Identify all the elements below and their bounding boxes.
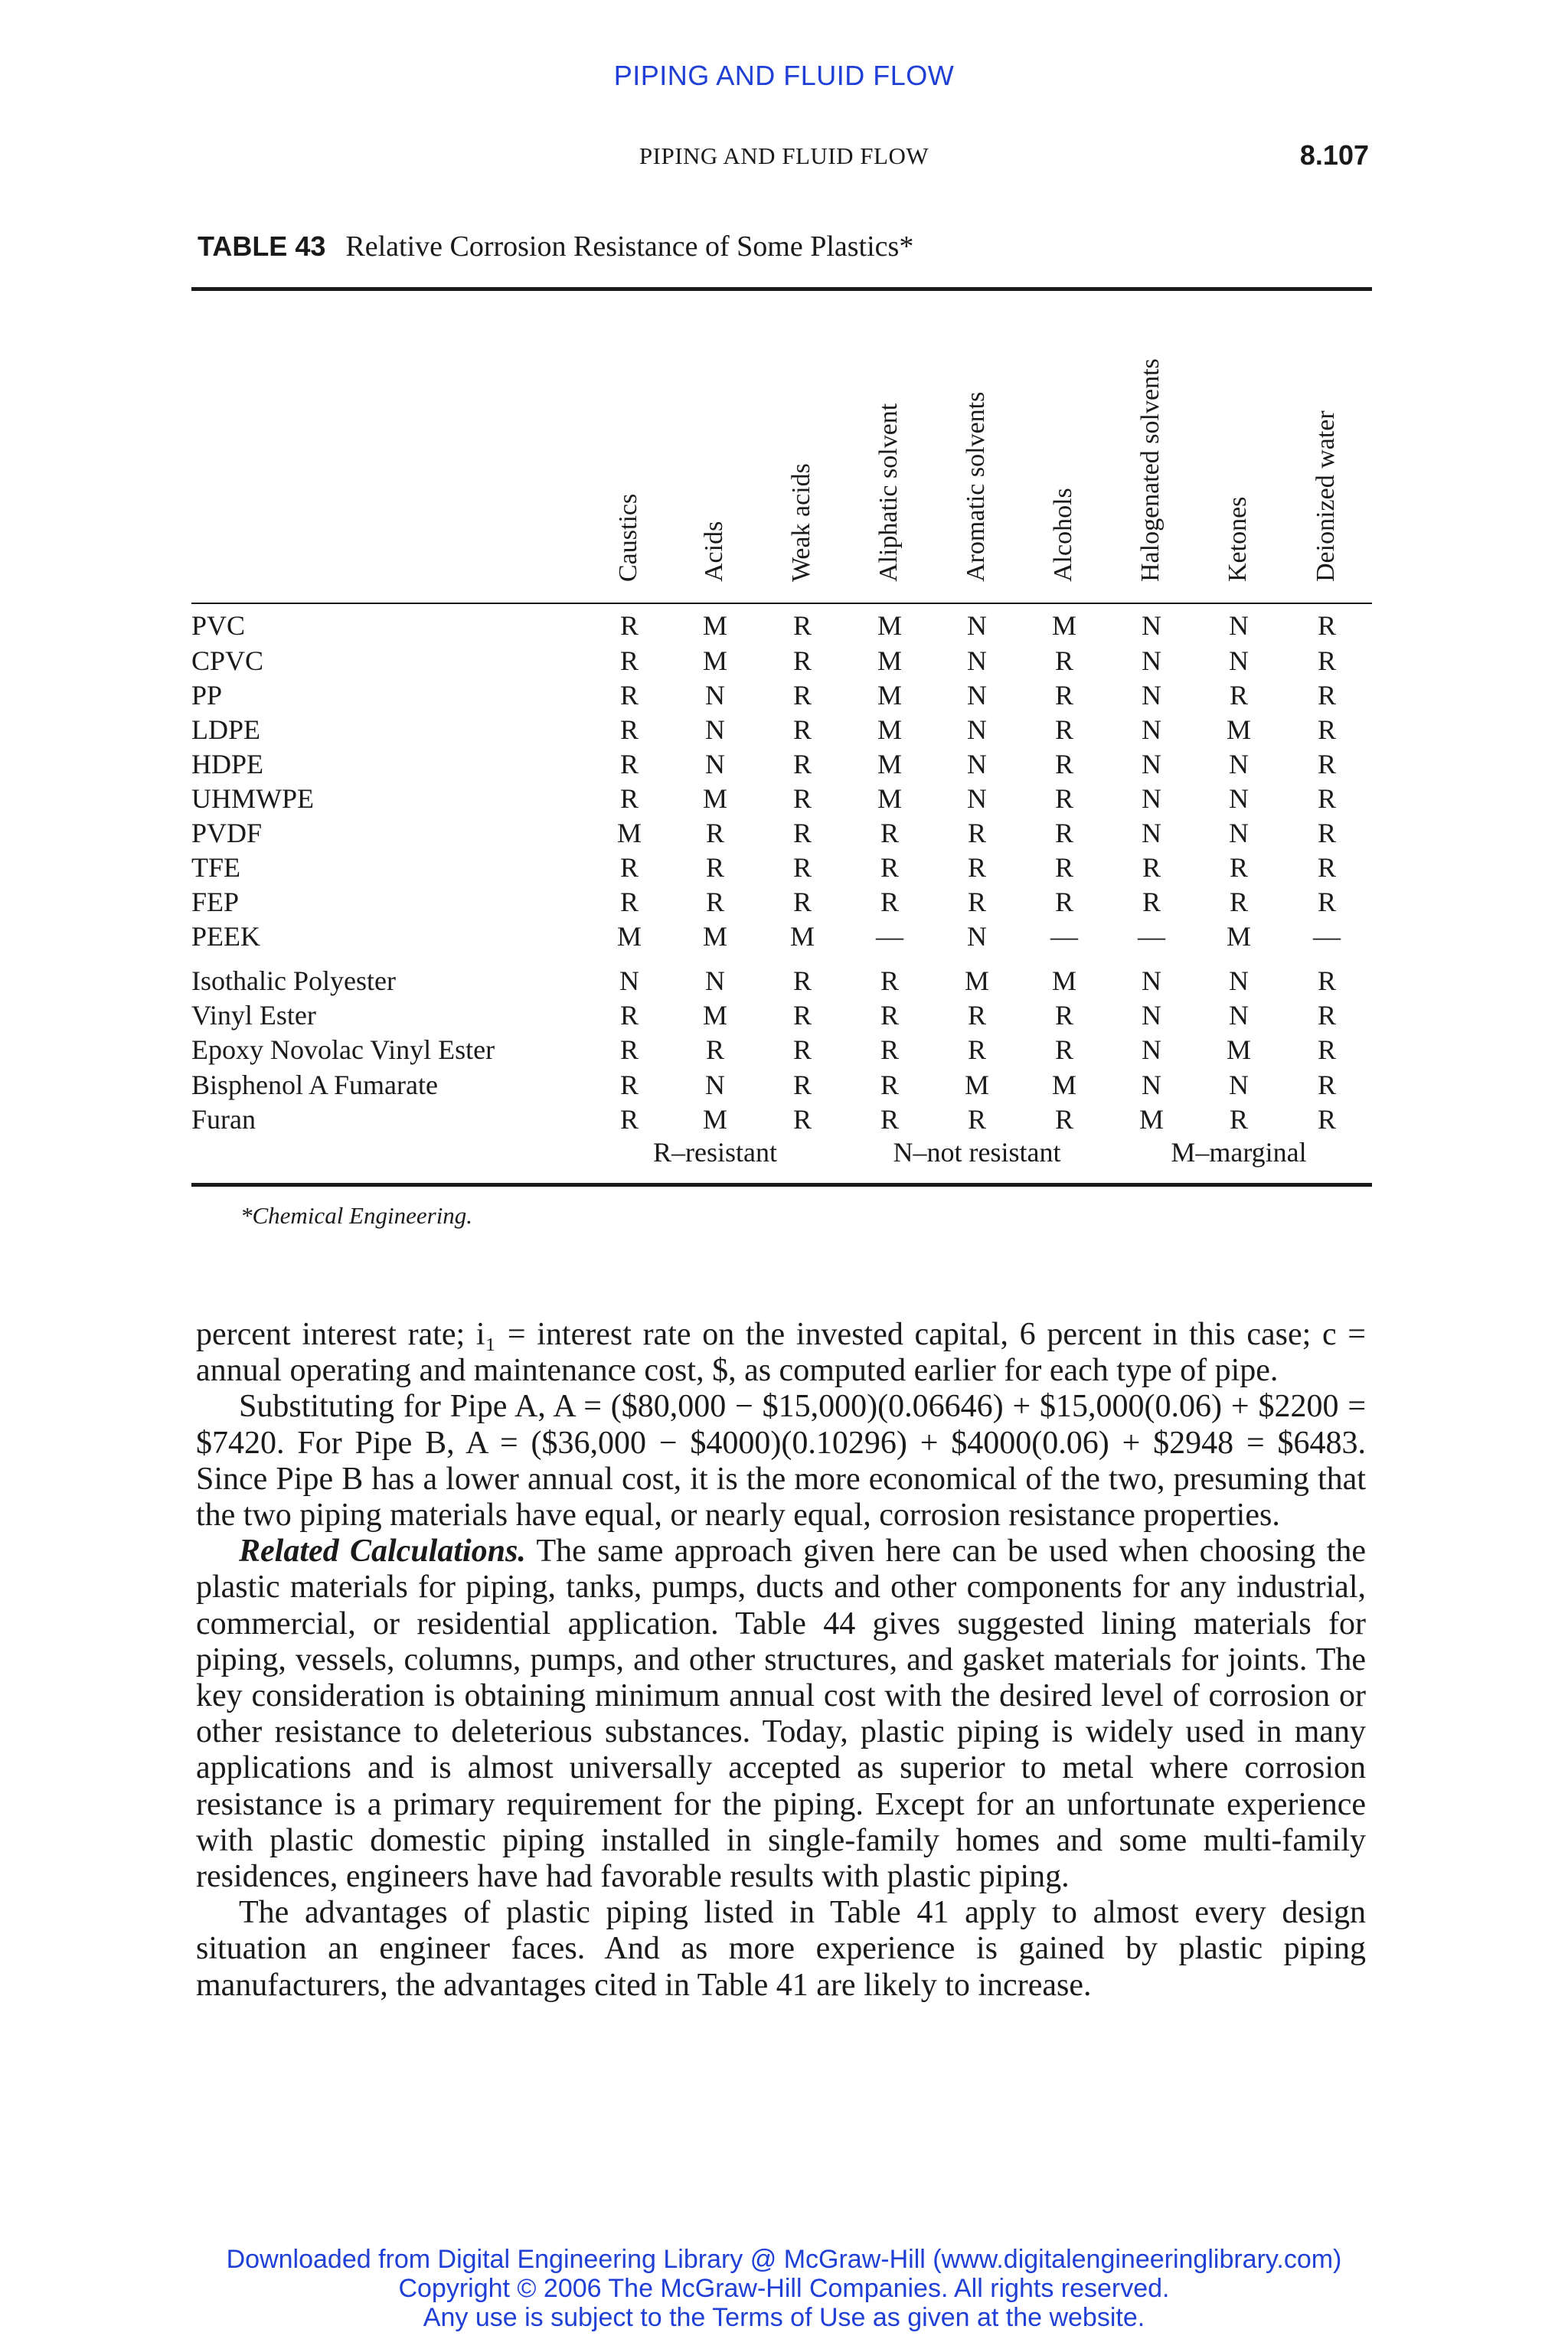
table-cell: R — [880, 1034, 900, 1065]
table-cell: R — [880, 852, 900, 883]
body-text — [196, 1317, 1366, 2004]
row-material: PP — [191, 680, 223, 710]
table-label: TABLE 43 — [198, 230, 326, 262]
table-cell: R — [705, 887, 725, 917]
table-cell: N — [1142, 610, 1161, 641]
row-material: FEP — [191, 887, 240, 917]
table-cell: M — [789, 921, 815, 952]
table-cell: M — [702, 1000, 728, 1031]
row-material: Isothalic Polyester — [191, 965, 396, 996]
table-cell: R — [1054, 1104, 1074, 1135]
table-cell: N — [967, 749, 987, 779]
page-number: 8.107 — [1299, 139, 1369, 171]
table-cell: N — [1229, 965, 1249, 996]
row-material: Furan — [191, 1104, 256, 1135]
table-cell: N — [1142, 783, 1161, 814]
table-cell: R — [1054, 1000, 1074, 1031]
table-cell: R — [1229, 680, 1249, 710]
table-cell: N — [1142, 1070, 1161, 1100]
table-cell: R — [1142, 887, 1161, 917]
table-cell: N — [1142, 1000, 1161, 1031]
table-cell: N — [967, 610, 987, 641]
row-material: Bisphenol A Fumarate — [191, 1070, 438, 1100]
body-paragraph-2: Substituting for Pipe A, A = ($80,000 − $15,000)(0.06646) + $15,000(0.06) + $2200 = $7420. For Pipe B, A = ($36,000 − $4000)(0.10296) + $4000(0.06) + $2948 = $6483. Since Pipe B has a lower annual cost, it is the more economical of the two, presuming that the two piping materials have equal, or nearly equal, corrosion resistance properties. — [196, 1389, 1366, 1534]
table-cell: N — [967, 680, 987, 710]
table-cell: R — [1317, 1034, 1337, 1065]
table-cell: N — [619, 965, 639, 996]
table-cell: M — [1226, 714, 1252, 745]
column-header-label: Halogenated solvents — [1136, 358, 1165, 582]
table-cell: N — [967, 645, 987, 676]
table-cell: — — [1138, 921, 1165, 952]
table-cell: R — [1317, 1104, 1337, 1135]
table-cell: R — [1054, 818, 1074, 848]
table-cell: N — [1142, 714, 1161, 745]
table-cell: N — [705, 749, 725, 779]
table-cell: M — [877, 749, 903, 779]
table-cell: R — [1054, 680, 1074, 710]
table-cell: N — [1229, 645, 1249, 676]
table-footnote: *Chemical Engineering. — [240, 1202, 473, 1229]
table-cell: R — [792, 714, 812, 745]
table-cell: M — [702, 645, 728, 676]
table-cell: R — [619, 1070, 639, 1100]
table-cell: R — [705, 852, 725, 883]
table-cell: M — [702, 921, 728, 952]
table-top-rule — [191, 287, 1372, 291]
table-cell: R — [967, 1000, 987, 1031]
table-cell: M — [1138, 1104, 1165, 1135]
table-cell: R — [1317, 1070, 1337, 1100]
table-cell: M — [877, 610, 903, 641]
table-cell: M — [1226, 921, 1252, 952]
table-cell: M — [877, 645, 903, 676]
table-cell: M — [616, 818, 642, 848]
site-banner[interactable]: PIPING AND FLUID FLOW — [613, 60, 955, 91]
table-cell: R — [1317, 680, 1337, 710]
table-cell: R — [1229, 887, 1249, 917]
table-cell: R — [1317, 818, 1337, 848]
column-header-label: Caustics — [614, 493, 642, 582]
table-cell: R — [1054, 645, 1074, 676]
table-cell: R — [792, 783, 812, 814]
table-cell: R — [967, 1034, 987, 1065]
table-cell: M — [702, 783, 728, 814]
table-cell: R — [1317, 887, 1337, 917]
table-cell: M — [877, 680, 903, 710]
table-cell: R — [967, 852, 987, 883]
table-cell: R — [1054, 887, 1074, 917]
table-cell: M — [1226, 1034, 1252, 1065]
run-in-heading: Related Calculations. — [239, 1534, 526, 1570]
table-cell: R — [967, 887, 987, 917]
row-material: HDPE — [191, 749, 264, 779]
table-cell: — — [1050, 921, 1078, 952]
table-cell: N — [705, 680, 725, 710]
table-cell: N — [1142, 965, 1161, 996]
table-cell: R — [880, 887, 900, 917]
table-cell: M — [702, 610, 728, 641]
table-bottom-rule — [191, 1183, 1372, 1187]
table-cell: R — [792, 1070, 812, 1100]
table-cell: R — [619, 1104, 639, 1135]
column-header-label: Aliphatic solvent — [874, 403, 903, 582]
table-cell: M — [877, 714, 903, 745]
table-cell: N — [967, 783, 987, 814]
legend-not-resistant: N–not resistant — [893, 1137, 1061, 1168]
table-cell: R — [619, 749, 639, 779]
table-cell: R — [792, 1000, 812, 1031]
table-cell: R — [792, 680, 812, 710]
table-cell: R — [1317, 852, 1337, 883]
table-cell: N — [1142, 680, 1161, 710]
table-cell: R — [619, 680, 639, 710]
column-header-label: Alcohols — [1049, 488, 1077, 582]
column-header-label: Weak acids — [787, 463, 815, 582]
table-cell: R — [619, 610, 639, 641]
row-material: UHMWPE — [191, 783, 314, 814]
table-cell: N — [1142, 818, 1161, 848]
table-cell: R — [967, 1104, 987, 1135]
table-cell: R — [1317, 645, 1337, 676]
table-cell: R — [1229, 1104, 1249, 1135]
table-cell: M — [1051, 1070, 1077, 1100]
table-cell: N — [1229, 1070, 1249, 1100]
table-cell: N — [1142, 1034, 1161, 1065]
table-cell: R — [705, 1034, 725, 1065]
table-title: Relative Corrosion Resistance of Some Plastics* — [345, 230, 914, 263]
table-cell: R — [1054, 714, 1074, 745]
column-header-label: Acids — [700, 521, 728, 582]
table-cell: M — [616, 921, 642, 952]
column-header-label: Deionized water — [1312, 410, 1340, 582]
table-cell: N — [1142, 645, 1161, 676]
table-cell: R — [619, 852, 639, 883]
table-header-rule — [191, 603, 1372, 604]
table-cell: M — [964, 1070, 990, 1100]
table-cell: R — [792, 965, 812, 996]
body-paragraph-4: The advantages of plastic piping listed in Table 41 apply to almost every design situation an engineer faces. And as more experience is gained by plastic piping manufacturers, the advantages cited in Table 41 are likely to increase. — [196, 1895, 1366, 2003]
row-material: Epoxy Novolac Vinyl Ester — [191, 1034, 495, 1065]
table-cell: R — [792, 887, 812, 917]
table-cell: R — [1317, 749, 1337, 779]
table-cell: R — [619, 645, 639, 676]
table-cell: R — [1317, 714, 1337, 745]
table-cell: M — [1051, 610, 1077, 641]
footer-download-link[interactable]: Downloaded from Digital Engineering Library @ McGraw-Hill (www.digitalengineeringlibrary.com) — [226, 2245, 1342, 2274]
table-cell: N — [1229, 783, 1249, 814]
table-cell: M — [702, 1104, 728, 1135]
table-cell: R — [619, 1000, 639, 1031]
table-cell: R — [1054, 852, 1074, 883]
table-cell: R — [792, 852, 812, 883]
table-cell: N — [1229, 749, 1249, 779]
legend-marginal: M–marginal — [1171, 1137, 1307, 1168]
row-material: LDPE — [191, 714, 260, 745]
row-material: PVC — [191, 610, 246, 641]
table-cell: R — [619, 783, 639, 814]
table-cell: R — [880, 1070, 900, 1100]
table-cell: R — [1317, 1000, 1337, 1031]
table-cell: R — [1317, 610, 1337, 641]
row-material: CPVC — [191, 645, 264, 676]
body-paragraph-3 — [196, 1534, 1366, 1895]
column-header-label: Aromatic solvents — [962, 391, 990, 582]
body-paragraph-1: percent interest rate; i₁ = interest rate on the invested capital, 6 percent in this case; c = annual operating and maintenance cost, $, as computed earlier for each type of pipe. — [196, 1317, 1366, 1389]
table-cell: R — [792, 645, 812, 676]
table-cell: N — [1229, 1000, 1249, 1031]
table-cell: M — [1051, 965, 1077, 996]
table-cell: R — [792, 818, 812, 848]
table-caption — [198, 230, 913, 263]
table-cell: N — [705, 1070, 725, 1100]
table-cell: N — [705, 714, 725, 745]
table-cell: R — [792, 610, 812, 641]
table-cell: R — [619, 714, 639, 745]
body-paragraph-3-text: The same approach given here can be used when choosing the plastic materials for piping, tanks, pumps, ducts and other components for any industrial, commercial, or residential application. Table 44 gives suggested lining materials for piping, vessels, columns, pumps, and other structures, and gasket materials for joints. The key consideration is obtaining minimum annual cost with the desired level of corrosion or other resistance to deleterious substances. Today, plastic piping is widely used in many applications and is almost universally accepted as superior to metal where corrosion resistance is a primary requirement for the piping. Except for an unfortunate experience with plastic domestic piping installed in single-family homes and some multi-family residences, engineers have had favorable results with plastic piping. — [196, 1534, 1367, 1895]
table-cell: R — [619, 1034, 639, 1065]
column-header-label: Ketones — [1223, 496, 1252, 582]
table-cell: N — [1229, 818, 1249, 848]
table-cell: R — [880, 818, 900, 848]
table-cell: N — [967, 714, 987, 745]
table-cell: M — [877, 783, 903, 814]
table-cell: N — [1229, 610, 1249, 641]
table-cell: M — [964, 965, 990, 996]
row-material: Vinyl Ester — [191, 1000, 316, 1031]
footer-copyright: Copyright © 2006 The McGraw-Hill Companies. All rights reserved. — [398, 2274, 1170, 2303]
table-cell: — — [876, 921, 903, 952]
row-material: PVDF — [191, 818, 263, 848]
running-head: PIPING AND FLUID FLOW — [639, 142, 929, 169]
table-cell: R — [705, 818, 725, 848]
table-cell: R — [967, 818, 987, 848]
table-cell: R — [1054, 749, 1074, 779]
table-cell: R — [792, 749, 812, 779]
table-cell: R — [792, 1034, 812, 1065]
table-cell: — — [1313, 921, 1341, 952]
table-cell: R — [1317, 965, 1337, 996]
table-cell: R — [1054, 1034, 1074, 1065]
table-cell: R — [880, 1104, 900, 1135]
table-cell: R — [1317, 783, 1337, 814]
table-cell: R — [619, 887, 639, 917]
table-cell: R — [1229, 852, 1249, 883]
footer-terms: Any use is subject to the Terms of Use as given at the website. — [423, 2303, 1145, 2332]
download-footer — [0, 2245, 1568, 2332]
table-cell: N — [1142, 749, 1161, 779]
table-cell: R — [880, 965, 900, 996]
table-cell: R — [1142, 852, 1161, 883]
table-cell: R — [880, 1000, 900, 1031]
row-material: PEEK — [191, 921, 260, 952]
row-material: TFE — [191, 852, 241, 883]
table-cell: N — [967, 921, 987, 952]
legend-resistant: R–resistant — [653, 1137, 777, 1168]
table-cell: R — [1054, 783, 1074, 814]
table-cell: N — [705, 965, 725, 996]
table-cell: R — [792, 1104, 812, 1135]
